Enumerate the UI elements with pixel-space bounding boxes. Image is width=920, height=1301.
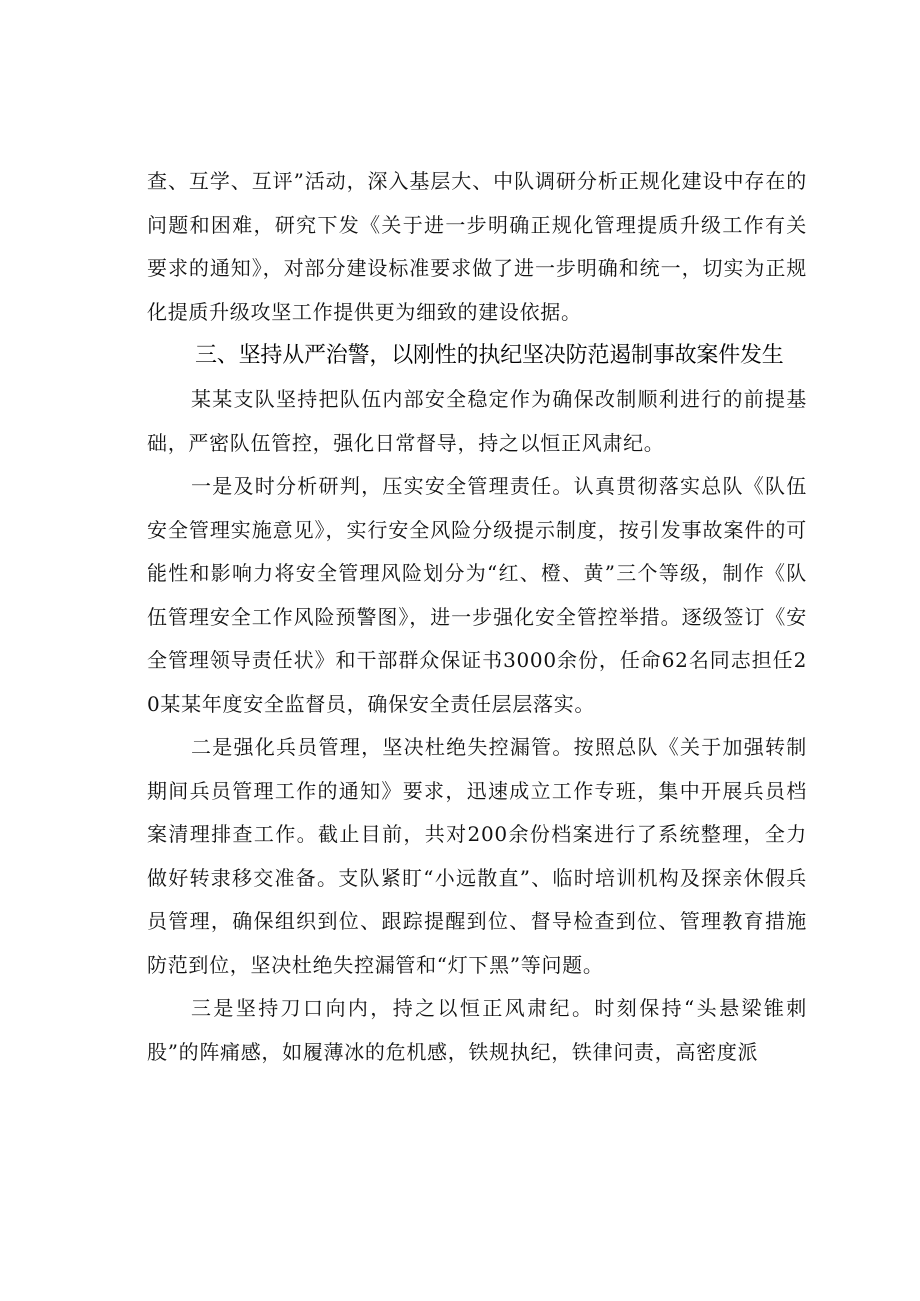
- section-heading: 三、坚持从严治警，以刚性的执纪坚决防范遏制事故案件发生: [195, 343, 784, 368]
- paragraph-intro: 某某支队坚持把队伍内部安全稳定作为确保改制顺利进行的前提基础，严密队伍管控，强化日常督导，持之以恒正风肃纪。: [147, 387, 807, 455]
- paragraph-continuation: 查、互学、互评”活动，深入基层大、中队调研分析正规化建设中存在的问题和困难，研究下发《关于进一步明确正规化管理提质升级工作有关要求的通知》，对部分建设标准要求做了进一步明确和统一，切实为正规化提质升级攻坚工作提供更为细致的建设依据。: [147, 169, 807, 324]
- paragraph-point-two: 二是强化兵员管理，坚决杜绝失控漏管。按照总队《关于加强转制期间兵员管理工作的通知》要求，迅速成立工作专班，集中开展兵员档案清理排查工作。截止目前，共对200余份档案进行了系统整理，全力做好转隶移交准备。支队紧盯“小远散直”、临时培训机构及探亲休假兵员管理，确保组织到位、跟踪提醒到位、督导检查到位、管理教育措施防范到位，坚决杜绝失控漏管和“灯下黑”等问题。: [147, 735, 807, 977]
- paragraph-point-three: 三是坚持刀口向内，持之以恒正风肃纪。时刻保持“头悬梁锥刺股”的阵痛感，如履薄冰的危机感，铁规执纪，铁律问责，高密度派: [147, 996, 807, 1064]
- document-body: [147, 160, 807, 1074]
- paragraph-point-one: 一是及时分析研判，压实安全管理责任。认真贯彻落实总队《队伍安全管理实施意见》，实行安全风险分级提示制度，按引发事故案件的可能性和影响力将安全管理风险划分为“红、橙、黄”三个等级，制作《队伍管理安全工作风险预警图》，进一步强化安全管控举措。逐级签订《安全管理领导责任状》和干部群众保证书3000余份，任命62名同志担任20某某年度安全监督员，确保安全责任层层落实。: [147, 474, 807, 716]
